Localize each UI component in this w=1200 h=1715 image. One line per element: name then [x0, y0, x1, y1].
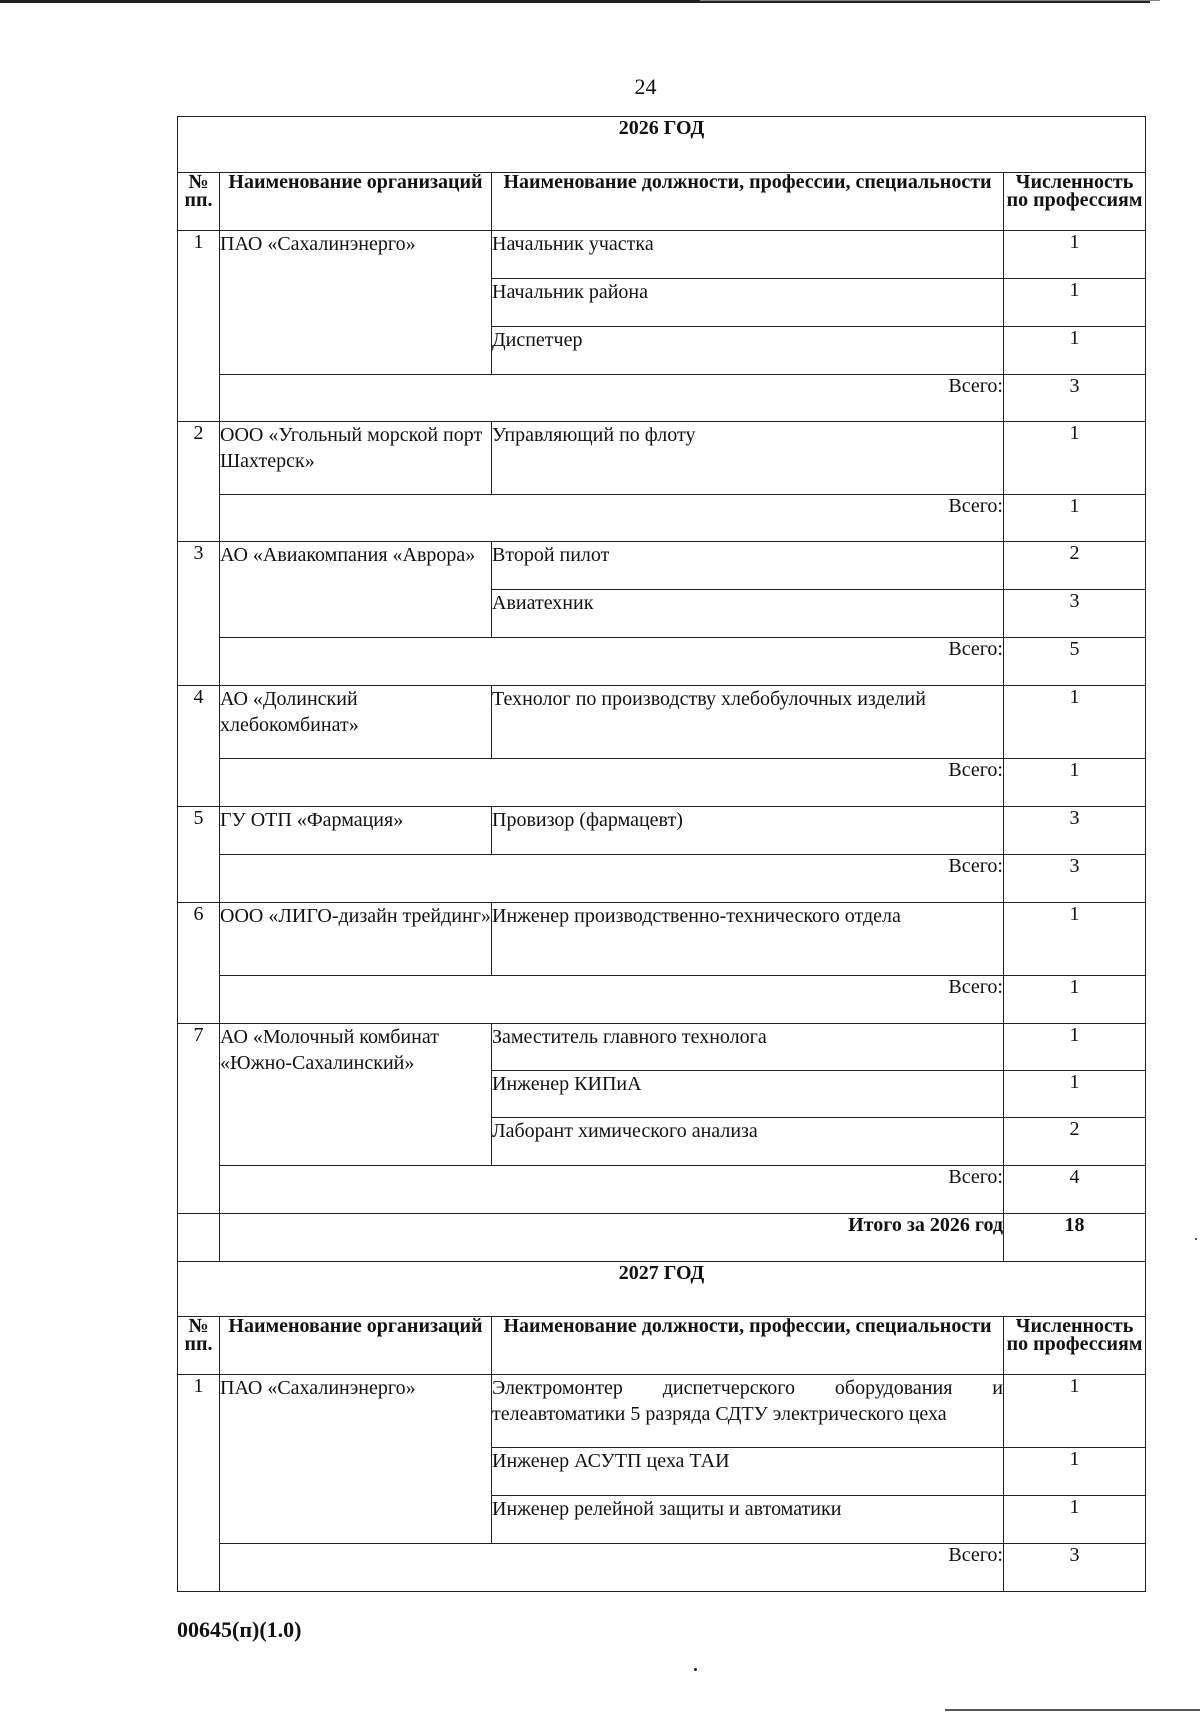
subtotal-row: [178, 638, 1146, 686]
subtotal-label: Всего:: [220, 375, 1004, 422]
staffing-table: [177, 116, 1146, 1592]
org-number: 1: [178, 1375, 220, 1592]
count-cell: 1: [1004, 1496, 1146, 1544]
org-name: ПАО «Сахалинэнерго»: [220, 1375, 492, 1544]
profession-cell: Инженер АСУТП цеха ТАИ: [492, 1448, 1004, 1496]
count-cell: 1: [1004, 231, 1146, 279]
header-profession: Наименование должности, профессии, специальности: [492, 1317, 1004, 1375]
grand-total-row: [178, 1214, 1146, 1262]
org-name: ПАО «Сахалинэнерго»: [220, 231, 492, 375]
profession-cell: Управляющий по флоту: [492, 422, 1004, 495]
profession-cell: Электромонтер диспетчерского оборудования и телеавтоматики 5 разряда СДТУ электрического цеха: [492, 1375, 1004, 1448]
header-profession: Наименование должности, профессии, специальности: [492, 173, 1004, 231]
subtotal-label: Всего:: [220, 495, 1004, 542]
profession-cell: Технолог по производству хлебобулочных изделий: [492, 686, 1004, 759]
table-row: [178, 807, 1146, 855]
header-num: № пп.: [178, 173, 220, 231]
org-name: АО «Молочный комбинат «Южно-Сахалинский»: [220, 1024, 492, 1166]
count-cell: 1: [1004, 1448, 1146, 1496]
subtotal-value: 3: [1004, 855, 1146, 903]
header-count: Численность по профессиям: [1004, 173, 1146, 231]
table-row: [178, 903, 1146, 976]
org-number: 2: [178, 422, 220, 542]
table-row: [178, 231, 1146, 279]
org-number: 5: [178, 807, 220, 903]
subtotal-row: [178, 495, 1146, 542]
subtotal-value: 5: [1004, 638, 1146, 686]
subtotal-label: Всего:: [220, 855, 1004, 903]
table-row: [178, 1375, 1146, 1448]
profession-cell: Диспетчер: [492, 327, 1004, 375]
profession-cell: Провизор (фармацевт): [492, 807, 1004, 855]
scan-edge-bottom: [945, 1709, 1200, 1711]
count-cell: 2: [1004, 1118, 1146, 1166]
profession-cell: Начальник участка: [492, 231, 1004, 279]
grand-total-value: 18: [1004, 1214, 1146, 1262]
count-cell: 1: [1004, 422, 1146, 495]
org-number: 3: [178, 542, 220, 686]
grand-total-empty-cell: [178, 1214, 220, 1262]
page-number: 24: [634, 74, 657, 99]
count-cell: 3: [1004, 590, 1146, 638]
subtotal-value: 1: [1004, 976, 1146, 1024]
subtotal-row: [178, 759, 1146, 807]
subtotal-label: Всего:: [220, 638, 1004, 686]
profession-cell: Второй пилот: [492, 542, 1004, 590]
table-row: [178, 422, 1146, 495]
document-code: 00645(п)(1.0): [177, 1617, 302, 1642]
table-header-row: [178, 1317, 1146, 1375]
table-row: [178, 542, 1146, 590]
count-cell: 3: [1004, 807, 1146, 855]
org-name: АО «Долинский хлебокомбинат»: [220, 686, 492, 759]
org-name: АО «Авиакомпания «Аврора»: [220, 542, 492, 638]
subtotal-value: 3: [1004, 1544, 1146, 1592]
subtotal-row: [178, 976, 1146, 1024]
profession-cell: Инженер релейной защиты и автоматики: [492, 1496, 1004, 1544]
org-number: 7: [178, 1024, 220, 1214]
subtotal-value: 1: [1004, 495, 1146, 542]
subtotal-row: [178, 855, 1146, 903]
subtotal-label: Всего:: [220, 976, 1004, 1024]
table-row: [178, 1024, 1146, 1071]
scan-speck: [1195, 1238, 1197, 1240]
profession-cell: Лаборант химического анализа: [492, 1118, 1004, 1166]
count-cell: 1: [1004, 1375, 1146, 1448]
grand-total-label: Итого за 2026 год: [220, 1214, 1004, 1262]
profession-cell: Инженер КИПиА: [492, 1071, 1004, 1118]
count-cell: 2: [1004, 542, 1146, 590]
count-cell: 1: [1004, 327, 1146, 375]
count-cell: 1: [1004, 1071, 1146, 1118]
header-org: Наименование организаций: [220, 1317, 492, 1375]
header-num: № пп.: [178, 1317, 220, 1375]
profession-cell: Авиатехник: [492, 590, 1004, 638]
org-number: 6: [178, 903, 220, 1024]
header-count: Численность по профессиям: [1004, 1317, 1146, 1375]
subtotal-label: Всего:: [220, 1544, 1004, 1592]
table-row: [178, 686, 1146, 759]
org-number: 1: [178, 231, 220, 422]
profession-cell: Инженер производственно-технического отдела: [492, 903, 1004, 976]
scan-edge-top-faint: [700, 0, 1160, 1]
count-cell: 1: [1004, 279, 1146, 327]
subtotal-value: 4: [1004, 1166, 1146, 1214]
subtotal-row: [178, 375, 1146, 422]
header-org: Наименование организаций: [220, 173, 492, 231]
count-cell: 1: [1004, 903, 1146, 976]
year-heading-2027: 2027 ГОД: [178, 1262, 1146, 1317]
subtotal-value: 3: [1004, 375, 1146, 422]
org-name: ООО «ЛИГО-дизайн трейдинг»: [220, 903, 492, 976]
org-name: ГУ ОТП «Фармация»: [220, 807, 492, 855]
profession-cell: Заместитель главного технолога: [492, 1024, 1004, 1071]
subtotal-row: [178, 1166, 1146, 1214]
org-number: 4: [178, 686, 220, 807]
profession-cell: Начальник района: [492, 279, 1004, 327]
subtotal-row: [178, 1544, 1146, 1592]
count-cell: 1: [1004, 686, 1146, 759]
year-heading-2026: 2026 ГОД: [178, 117, 1146, 173]
count-cell: 1: [1004, 1024, 1146, 1071]
scan-speck: [694, 1668, 697, 1671]
subtotal-value: 1: [1004, 759, 1146, 807]
subtotal-label: Всего:: [220, 1166, 1004, 1214]
table-header-row: [178, 173, 1146, 231]
subtotal-label: Всего:: [220, 759, 1004, 807]
org-name: ООО «Угольный морской порт Шахтерск»: [220, 422, 492, 495]
